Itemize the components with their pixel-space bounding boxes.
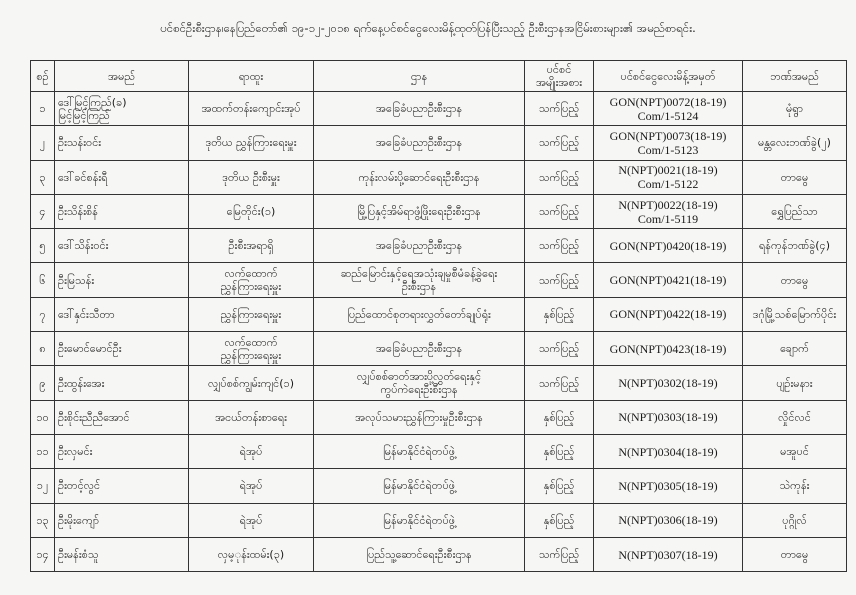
cell-region xyxy=(743,297,847,331)
cell-status xyxy=(525,332,594,366)
cell-no xyxy=(31,469,55,503)
cell-region-text: ဒဂုံမြို့သစ်မြောက်ပိုင်း xyxy=(752,307,837,321)
cell-dept-text: အခြေခံပညာဦးစီးဌာန xyxy=(375,342,463,356)
cell-no-text: ၄ xyxy=(39,205,46,219)
cell-rank xyxy=(189,229,314,263)
header-status-line1: ပင်စင် xyxy=(546,63,572,76)
cell-no xyxy=(31,434,55,468)
cell-region xyxy=(743,366,847,400)
cell-no-text: ၁၄ xyxy=(36,548,49,561)
cell-name-text: ဦးမောင်မောင်ဦး xyxy=(58,342,122,356)
cell-permit-text: N(NPT)0021(18-19) xyxy=(618,163,718,178)
table-row xyxy=(31,400,847,434)
table-row xyxy=(31,537,847,571)
cell-status-text: သက်ပြည့် xyxy=(538,273,580,287)
cell-status xyxy=(525,537,594,571)
cell-name-text: ဦးမန်းစံသူ xyxy=(58,548,99,561)
cell-permit xyxy=(594,434,743,468)
cell-name xyxy=(55,229,189,263)
cell-permit-text: GON(NPT)0072(18-19) xyxy=(609,94,727,109)
cell-no xyxy=(31,92,55,126)
cell-rank xyxy=(189,126,314,160)
cell-region xyxy=(743,126,847,160)
cell-permit xyxy=(594,229,743,263)
cell-status-text: သက်ပြည့် xyxy=(538,376,580,390)
cell-status-text: သက်ပြည့် xyxy=(538,170,580,184)
cell-dept xyxy=(314,160,525,194)
cell-rank-text: ရဲအုပ် xyxy=(239,445,263,459)
cell-no xyxy=(31,263,55,297)
cell-status-text: သက်ပြည့် xyxy=(538,548,580,561)
cell-dept-text: လျှပ်စစ်ဓာတ်အားပို့လွှတ်ရေးနှင့် xyxy=(356,370,482,384)
cell-dept xyxy=(314,503,525,537)
cell-no-text: ၂ xyxy=(39,136,46,150)
cell-permit-text: GON(NPT)0422(18-19) xyxy=(609,307,727,322)
cell-permit-text: Com/1-5122 xyxy=(637,177,699,192)
cell-name-text: ဦးသိန်းစိန် xyxy=(58,205,98,219)
cell-name-text: ဒေါ်မြင့်ကြည်(ခ) xyxy=(58,95,127,109)
cell-no-text: ၇ xyxy=(39,307,46,321)
cell-dept-text: ပြည်ထောင်စုတရားလွှတ်တော်ချုပ်ရုံး xyxy=(347,307,491,321)
cell-permit-text: GON(NPT)0423(18-19) xyxy=(609,341,727,356)
cell-name xyxy=(55,503,189,537)
cell-rank-text: ညွှန်ကြားရေးမှူး xyxy=(220,348,282,362)
cell-no xyxy=(31,126,55,160)
cell-dept xyxy=(314,297,525,331)
cell-no xyxy=(31,297,55,331)
cell-status xyxy=(525,469,594,503)
cell-dept-text: အလုပ်သမားညွှန်ကြားမှုဦးစီးဌာန xyxy=(355,410,483,424)
cell-rank xyxy=(189,332,314,366)
cell-name xyxy=(55,434,189,468)
cell-region-text: တာမွေ xyxy=(780,548,809,561)
cell-status xyxy=(525,400,594,434)
cell-permit-text: Com/1-5119 xyxy=(637,211,699,226)
cell-rank xyxy=(189,160,314,194)
cell-status-text: သက်ပြည့် xyxy=(538,205,580,219)
cell-name xyxy=(55,297,189,331)
cell-no-text: ၁၂ xyxy=(36,479,49,493)
cell-dept-text: မြန်မာနိုင်ငံရဲတပ်ဖွဲ့ xyxy=(382,445,456,459)
cell-permit-text: N(NPT)0305(18-19) xyxy=(618,478,718,493)
cell-dept-text: မြို့ပြနှင့်အိမ်ရာဖွံ့ဖြိုးရေးဦးစီးဌာန xyxy=(357,205,481,219)
cell-dept xyxy=(314,92,525,126)
cell-dept-text: အခြေခံပညာဦးစီးဌာန xyxy=(375,239,463,253)
cell-name xyxy=(55,126,189,160)
cell-status xyxy=(525,92,594,126)
cell-region-text: လှိုင်လင် xyxy=(778,410,811,424)
cell-no-text: ၉ xyxy=(39,376,46,390)
cell-no xyxy=(31,194,55,228)
cell-rank xyxy=(189,366,314,400)
cell-dept-text: အခြေခံပညာဦးစီးဌာန xyxy=(375,102,463,116)
cell-permit xyxy=(594,469,743,503)
cell-rank-text: ဒုတိယ ညွှန်ကြားရေးမှူး xyxy=(205,136,297,150)
cell-status-text: သက်ပြည့် xyxy=(538,239,580,253)
header-dept: ဌာန xyxy=(314,61,525,92)
cell-no xyxy=(31,537,55,571)
cell-region xyxy=(743,332,847,366)
table-row xyxy=(31,263,847,297)
cell-region-text: တာမွေ xyxy=(780,273,809,287)
table-row xyxy=(31,297,847,331)
cell-permit xyxy=(594,537,743,571)
cell-dept xyxy=(314,229,525,263)
table-row xyxy=(31,126,847,160)
cell-dept-text: ဆည်မြောင်းနှင့်ရေအသုံးချမှုစီမံခန့်ခွဲရေး xyxy=(340,267,498,281)
header-permit: ပင်စင်ငွေလေးမိန့်အမှတ် xyxy=(594,61,743,92)
cell-name-text: ဒေါ်သိန်းဝင်း xyxy=(58,239,109,253)
cell-rank-text: အထက်တန်းကျောင်းအုပ် xyxy=(201,102,301,116)
document-title: ပင်စင်ဦးစီးဌာန၊နေပြည်တော်၏ ၁၉-၁၂-၂၀၁၈ ရက်နေ့ပင်စင်ငွေလေးမိန့်ထုတ်ပြန်ပြီးသည့် ဦးစီးဌာနအငြိမ်းစားများ၏ အမည်စာရင်း. xyxy=(160,21,696,35)
cell-region xyxy=(743,194,847,228)
cell-rank-text: ဦးစီးအရာရှိ xyxy=(228,239,274,253)
cell-region-text: ပုဂ္ဂိုလ် xyxy=(782,513,807,527)
cell-name-text: ဦးမြသန်း xyxy=(58,273,95,287)
cell-name-text: ဦးသန်းဝင်း xyxy=(58,136,102,150)
table-row xyxy=(31,332,847,366)
cell-permit xyxy=(594,92,743,126)
cell-rank xyxy=(189,297,314,331)
header-status-line2: အမျိုးအစား xyxy=(535,76,583,89)
cell-rank xyxy=(189,503,314,537)
cell-region-text: မန္တလေးဘဏ်ခွဲ(၂) xyxy=(758,136,831,150)
cell-name xyxy=(55,160,189,194)
cell-rank xyxy=(189,469,314,503)
cell-rank xyxy=(189,194,314,228)
cell-name-text: ဦးစိုင်းညီညီအောင် xyxy=(58,410,130,424)
cell-rank-text: အငယ်တန်းစာရေး xyxy=(215,410,287,424)
table-row xyxy=(31,229,847,263)
cell-status xyxy=(525,160,594,194)
cell-status-text: နှစ်ပြည့် xyxy=(543,307,575,321)
cell-dept-text: အခြေခံပညာဦးစီးဌာန xyxy=(375,136,463,150)
cell-dept-text: ကွပ်ကဲရေးဦးစီးဌာန xyxy=(380,383,458,397)
cell-region-text: ပျဉ်းမနား xyxy=(776,376,813,390)
cell-permit-text: N(NPT)0022(18-19) xyxy=(618,197,718,212)
cell-name xyxy=(55,537,189,571)
cell-region xyxy=(743,469,847,503)
cell-name xyxy=(55,332,189,366)
cell-region-text: မအူပင် xyxy=(780,445,809,459)
cell-region xyxy=(743,160,847,194)
cell-no-text: ၁၁ xyxy=(36,445,49,459)
cell-no xyxy=(31,400,55,434)
cell-no xyxy=(31,503,55,537)
cell-permit xyxy=(594,503,743,537)
cell-rank-text: ရဲအုပ် xyxy=(239,479,263,493)
cell-dept-text: ပြည်သူ့ဆောင်ရေးဦးစီးဌာန xyxy=(366,548,472,561)
cell-name-text: ဦးတင့်လွင် xyxy=(58,479,101,493)
cell-rank-text: ညွှန်ကြားရေးမှူး xyxy=(220,280,282,294)
cell-status-text: သက်ပြည့် xyxy=(538,102,580,116)
cell-status xyxy=(525,194,594,228)
cell-no xyxy=(31,332,55,366)
cell-status-text: နှစ်ပြည့် xyxy=(543,513,575,527)
cell-status-text: နှစ်ပြည့် xyxy=(543,479,575,493)
cell-no-text: ၁၀ xyxy=(36,410,49,424)
cell-permit xyxy=(594,160,743,194)
cell-no xyxy=(31,160,55,194)
cell-rank-text: ရဲအုပ် xyxy=(239,513,263,527)
cell-status xyxy=(525,126,594,160)
table-row xyxy=(31,92,847,126)
cell-rank xyxy=(189,400,314,434)
cell-name xyxy=(55,366,189,400)
cell-permit-text: Com/1-5124 xyxy=(637,108,699,123)
cell-region xyxy=(743,503,847,537)
cell-permit xyxy=(594,332,743,366)
cell-no-text: ၃ xyxy=(39,170,46,184)
table-row xyxy=(31,366,847,400)
cell-no-text: ၈ xyxy=(39,342,46,356)
cell-permit xyxy=(594,366,743,400)
cell-rank-text: ညွှန်ကြားရေးမှူး xyxy=(220,307,282,321)
cell-region xyxy=(743,229,847,263)
cell-status xyxy=(525,263,594,297)
cell-dept xyxy=(314,263,525,297)
cell-permit-text: N(NPT)0302(18-19) xyxy=(618,376,718,391)
cell-name-text: ဒေါ်ခင်စန်းရီ xyxy=(58,170,108,184)
cell-dept xyxy=(314,194,525,228)
cell-dept xyxy=(314,537,525,571)
cell-status xyxy=(525,297,594,331)
cell-status xyxy=(525,503,594,537)
cell-rank xyxy=(189,92,314,126)
cell-no-text: ၆ xyxy=(39,273,46,287)
cell-permit-text: N(NPT)0304(18-19) xyxy=(618,444,718,459)
cell-permit xyxy=(594,263,743,297)
cell-no-text: ၁၃ xyxy=(36,513,49,527)
header-name: အမည် xyxy=(55,61,189,92)
cell-no-text: ၅ xyxy=(39,239,46,253)
cell-status xyxy=(525,229,594,263)
cell-permit xyxy=(594,400,743,434)
cell-permit xyxy=(594,126,743,160)
cell-region-text: မုံရွာ xyxy=(785,102,804,116)
cell-permit-text: N(NPT)0307(18-19) xyxy=(618,547,718,562)
cell-permit-text: N(NPT)0303(18-19) xyxy=(618,410,718,425)
cell-region-text: သဲကုန်း xyxy=(779,479,810,493)
cell-name-text: ဒေါ်နှင်းသီတာ xyxy=(58,307,115,321)
cell-rank-text: ဒုတိယ ဦးစီးမှူး xyxy=(222,170,280,184)
cell-name-text: ဦးထွန်းအေး xyxy=(58,376,105,390)
cell-region xyxy=(743,400,847,434)
cell-region xyxy=(743,263,847,297)
cell-region xyxy=(743,92,847,126)
cell-region-text: ရွှေပြည်သာ xyxy=(771,205,818,219)
table-row xyxy=(31,194,847,228)
table-body xyxy=(31,92,847,572)
cell-dept xyxy=(314,366,525,400)
table-row xyxy=(31,160,847,194)
cell-region-text: တာမွေ xyxy=(780,170,809,184)
cell-permit-text: GON(NPT)0073(18-19) xyxy=(609,128,727,143)
table-row xyxy=(31,469,847,503)
cell-status-text: သက်ပြည့် xyxy=(538,342,580,356)
header-rank: ရာထူး xyxy=(189,61,314,92)
cell-name xyxy=(55,400,189,434)
cell-dept xyxy=(314,469,525,503)
cell-rank-text: လှမ့ုန်းထမ်း(၃) xyxy=(217,548,285,561)
cell-name xyxy=(55,469,189,503)
cell-status xyxy=(525,366,594,400)
header-status xyxy=(525,61,594,92)
cell-permit xyxy=(594,194,743,228)
cell-rank xyxy=(189,263,314,297)
cell-dept xyxy=(314,126,525,160)
cell-dept xyxy=(314,434,525,468)
cell-name-text: ဦးမိုးကျော် xyxy=(58,513,99,527)
cell-permit-text: Com/1-5123 xyxy=(637,142,699,157)
cell-dept xyxy=(314,332,525,366)
cell-rank xyxy=(189,537,314,571)
cell-status-text: သက်ပြည့် xyxy=(538,136,580,150)
cell-rank-text: လက်ထောက် xyxy=(224,335,278,349)
cell-rank-text: မြေတိုင်း(၁) xyxy=(226,205,276,219)
cell-name xyxy=(55,92,189,126)
cell-permit-text: GON(NPT)0420(18-19) xyxy=(609,238,727,253)
cell-dept-text: ဦးစီးဌာန xyxy=(401,280,437,294)
cell-name-text: ဦးလှမင်း xyxy=(58,445,93,459)
cell-region-text: ချောက် xyxy=(780,342,809,356)
cell-rank-text: လက်ထောက် xyxy=(224,267,278,281)
cell-status-text: နှစ်ပြည့် xyxy=(543,445,575,459)
table-row xyxy=(31,503,847,537)
cell-name xyxy=(55,194,189,228)
cell-no xyxy=(31,366,55,400)
cell-name xyxy=(55,263,189,297)
cell-permit-text: N(NPT)0306(18-19) xyxy=(618,513,718,528)
cell-region xyxy=(743,434,847,468)
cell-status-text: နှစ်ပြည့် xyxy=(543,410,575,424)
cell-region-text: ရန်ကုန်ဘဏ်ခွဲ(၄) xyxy=(758,239,831,253)
cell-rank xyxy=(189,434,314,468)
cell-permit xyxy=(594,297,743,331)
header-no: စဉ် xyxy=(31,61,55,92)
cell-dept xyxy=(314,400,525,434)
cell-dept-text: မြန်မာနိုင်ငံရဲတပ်ဖွဲ့ xyxy=(382,479,456,493)
table-header-row xyxy=(31,61,847,92)
cell-no-text: ၁ xyxy=(39,102,46,116)
cell-rank-text: လျှပ်စစ်ကျွမ်းကျင်(၁) xyxy=(207,376,295,390)
cell-name-text: မြင့်မြင့်ကြည် xyxy=(58,108,110,122)
header-region: ဘဏ်အမည် xyxy=(743,61,847,92)
pension-table xyxy=(30,60,847,572)
cell-dept-text: ကုန်းလမ်းပို့ဆောင်ရေးဦးစီးဌာန xyxy=(358,170,480,184)
cell-region xyxy=(743,537,847,571)
cell-status xyxy=(525,434,594,468)
table-row xyxy=(31,434,847,468)
cell-permit-text: GON(NPT)0421(18-19) xyxy=(609,273,727,288)
cell-no xyxy=(31,229,55,263)
cell-dept-text: မြန်မာနိုင်ငံရဲတပ်ဖွဲ့ xyxy=(382,513,456,527)
